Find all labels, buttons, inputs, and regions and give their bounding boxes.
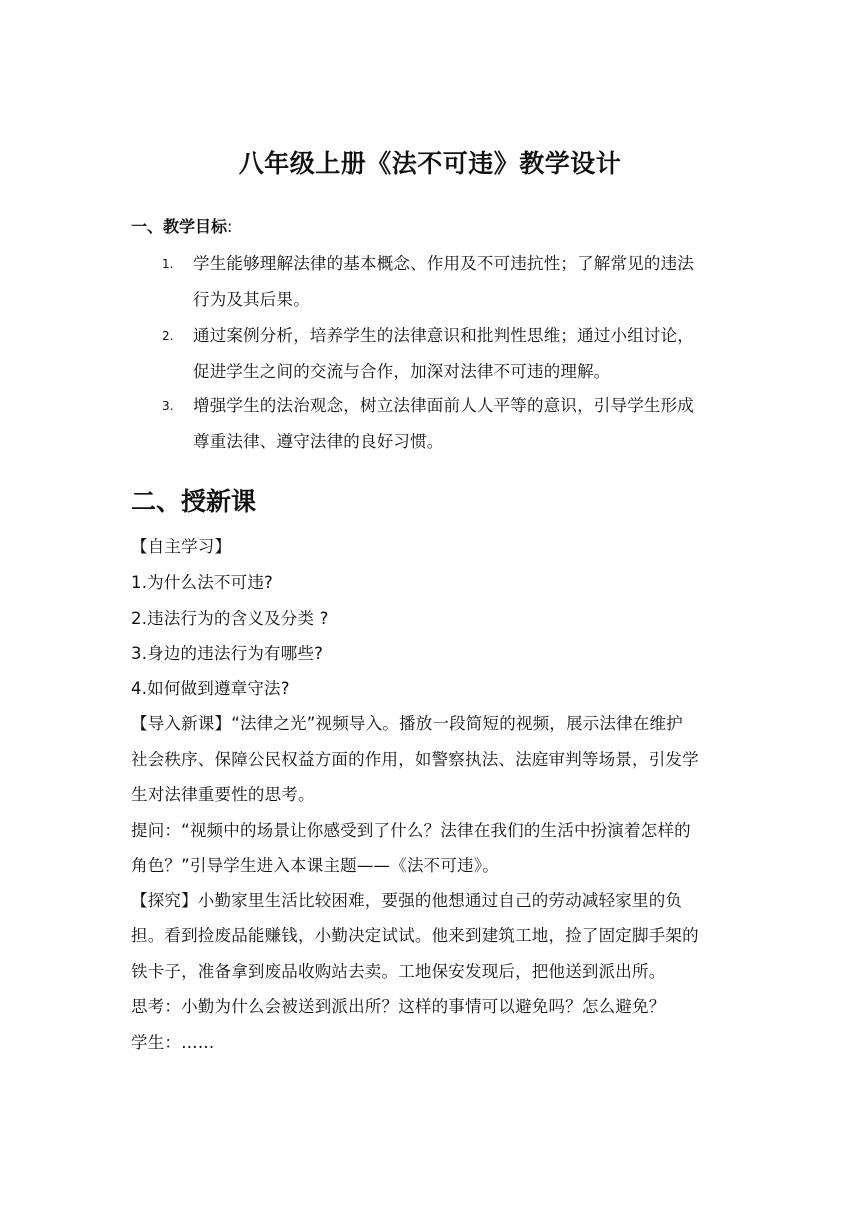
body-line: 【导入新课】“法律之光”视频导入。播放一段简短的视频，展示法律在维护 (131, 714, 683, 733)
body-line: 1.为什么法不可违? (131, 573, 274, 592)
heading-colon: : (227, 217, 233, 236)
section-heading-text: 一、教学目标 (131, 217, 228, 236)
section-heading-new-lesson: 二、授新课 (131, 487, 257, 516)
goal-number: 1. (162, 257, 174, 271)
goal-number: 3. (162, 399, 174, 413)
body-line: 角色？”引导学生进入本课主题——《法不可违》。 (131, 856, 499, 875)
goal-line: 通过案例分析，培养学生的法律意识和批判性思维；通过小组讨论， (193, 326, 694, 345)
body-line: 生对法律重要性的思考。 (131, 785, 315, 804)
body-line: 4.如何做到遵章守法? (131, 679, 290, 698)
goal-text (193, 246, 738, 318)
goal-text (193, 388, 738, 460)
goal-line: 学生能够理解法律的基本概念、作用及不可违抗性；了解常见的违法 (193, 254, 694, 273)
goal-number: 2. (162, 329, 174, 343)
goal-line: 尊重法律、遵守法律的良好习惯。 (193, 432, 444, 451)
body-line: 社会秩序、保障公民权益方面的作用，如警察执法、法庭审判等场景，引发学 (131, 750, 699, 769)
body-line: 【探究】小勤家里生活比较困难，要强的他想通过自己的劳动减轻家里的负 (131, 891, 683, 910)
goal-line: 增强学生的法治观念，树立法律面前人人平等的意识，引导学生形成 (193, 396, 694, 415)
body-line: 提问：“视频中的场景让你感受到了什么？法律在我们的生活中扮演着怎样的 (131, 821, 691, 840)
body-line: 3.身边的违法行为有哪些? (131, 644, 324, 663)
document-title: 八年级上册《法不可违》教学设计 (238, 149, 622, 178)
body-line: 担。看到捡废品能赚钱，小勤决定试试。他来到建筑工地，捡了固定脚手架的 (131, 926, 699, 945)
section-heading-teaching-goals (131, 214, 232, 237)
body-line: 铁卡子，准备拿到废品收购站去卖。工地保安发现后，把他送到派出所。 (131, 962, 666, 981)
body-line: 【自主学习】 (131, 537, 232, 556)
body-line: 2.违法行为的含义及分类 ? (131, 609, 329, 628)
body-line: 学生：…… (131, 1033, 215, 1052)
goal-text (193, 318, 738, 390)
goal-line: 促进学生之间的交流与合作，加深对法律不可违的理解。 (193, 362, 611, 381)
body-line: 思考：小勤为什么会被送到派出所？这样的事情可以避免吗？怎么避免？ (131, 997, 666, 1016)
goal-line: 行为及其后果。 (193, 290, 310, 309)
